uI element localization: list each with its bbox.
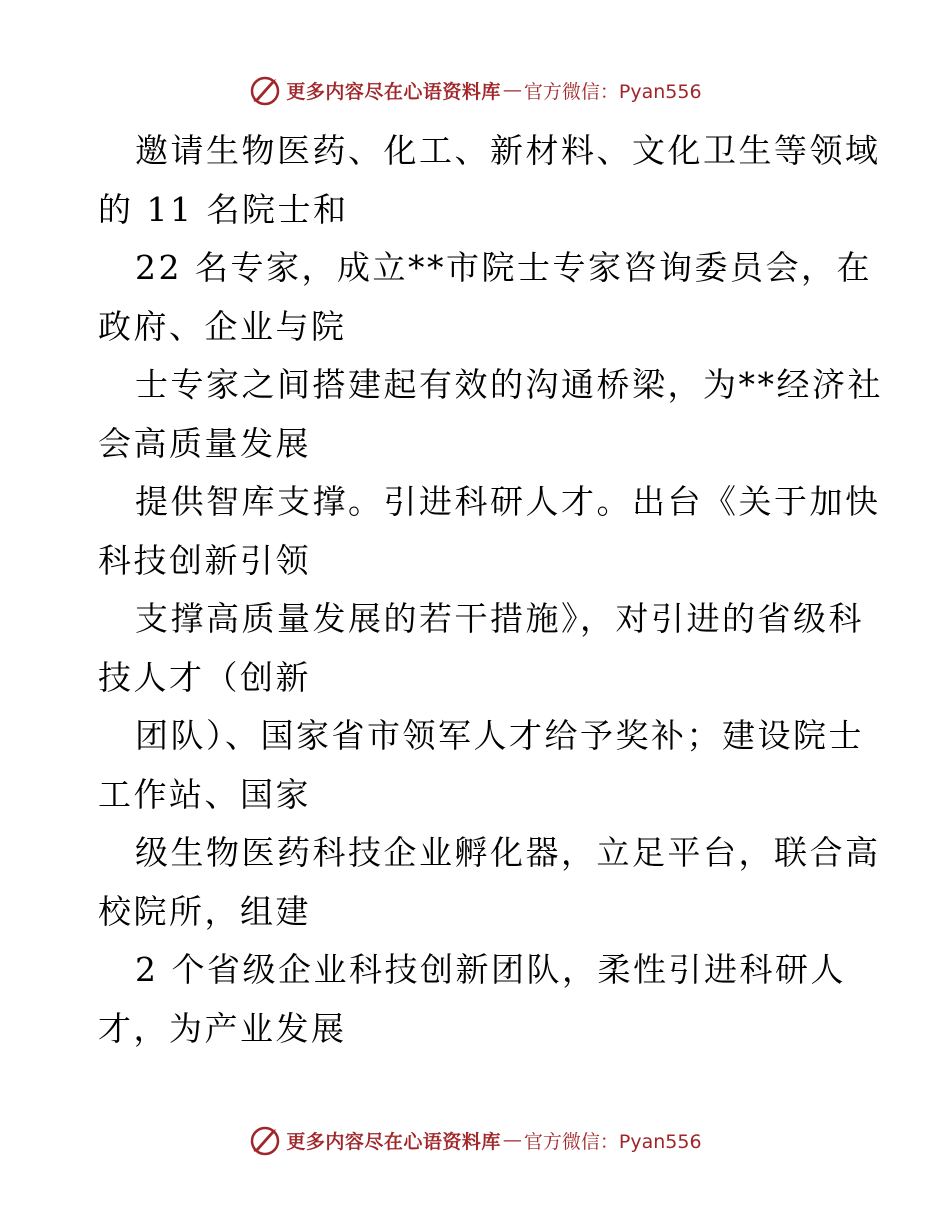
body-line: 提供智库支撑。引进科研人才。出台《关于加快 [135,482,881,521]
document-body [98,122,883,1058]
body-line: 团队）、国家省市领军人才给予奖补；建设院士 [135,716,864,755]
body-line: 支撑高质量发展的若干措施》，对引进的省级科 [135,599,864,638]
body-line: 士专家之间搭建起有效的沟通桥梁，为**经济社 [135,365,883,404]
body-line: 22 名专家，成立**市院士专家咨询委员会，在 [135,248,872,287]
quill-pen-logo-icon [248,73,282,107]
body-line: 级生物医药科技企业孵化器，立足平台，联合高 [135,833,881,872]
body-line: 政府、企业与院 [98,306,347,346]
body-line: 校院所，组建 [98,891,311,931]
body-line: 技人才（创新 [98,657,311,697]
body-line: 邀请生物医药、化工、新材料、文化卫生等领域 [135,131,881,170]
body-line: 工作站、国家 [98,774,311,814]
watermark-text: 更多内容尽在心语资料库 [286,1130,501,1153]
watermark-dash: — [502,79,522,101]
footer-watermark [0,1120,950,1160]
watermark-text: 更多内容尽在心语资料库 [286,80,501,103]
body-line: 会高质量发展 [98,423,311,463]
body-line: 才，为产业发展 [98,1008,347,1048]
watermark-dash: — [502,1129,522,1151]
watermark-contact: 官方微信：Pyan556 [523,80,702,103]
watermark-contact: 官方微信：Pyan556 [523,1130,702,1153]
body-line: 科技创新引领 [98,540,311,580]
quill-pen-logo-icon [248,1123,282,1157]
body-line: 的 11 名院士和 [98,189,349,229]
body-line: 2 个省级企业科技创新团队，柔性引进科研人 [135,950,846,989]
header-watermark [0,70,950,110]
